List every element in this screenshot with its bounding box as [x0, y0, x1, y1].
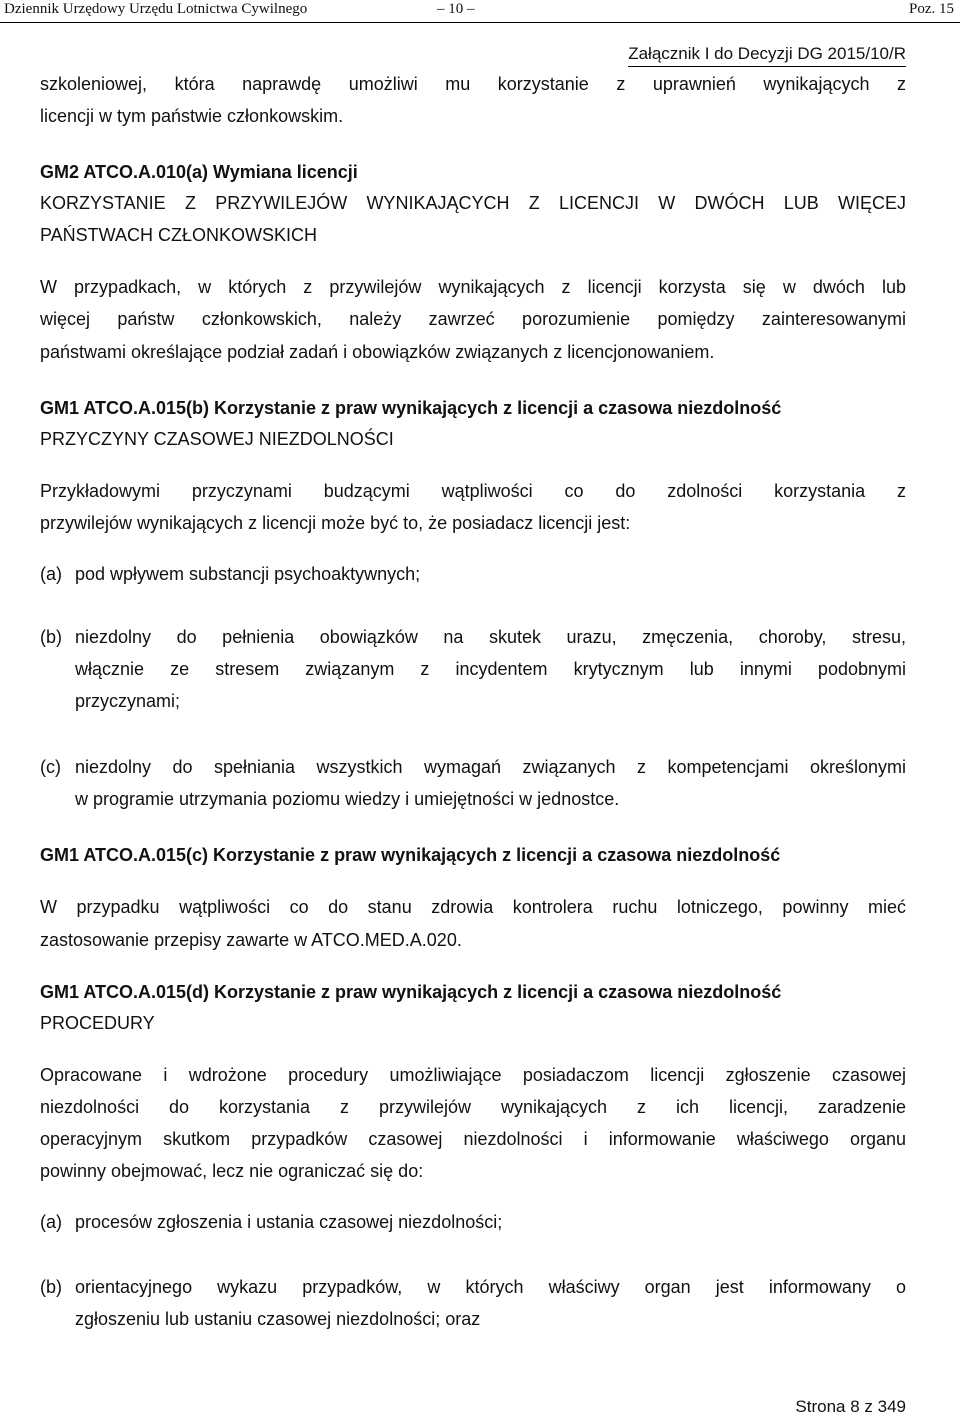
journal-title: Dziennik Urzędowy Urzędu Lotnictwa Cywilnego — [4, 1, 308, 17]
section-subheading: PAŃSTWACH CZŁONKOWSKICH — [40, 225, 318, 245]
journal-header — [0, 0, 960, 23]
journal-page-number: – 10 – — [437, 1, 475, 17]
intro-line: licencji w tym państwie członkowskim. — [40, 106, 344, 126]
list-item-line: włącznie ze stresem związanym z incydentem krytycznym lub innymi podobnymi — [75, 659, 906, 679]
paragraph-line: W przypadku wątpliwości co do stanu zdrowia kontrolera ruchu lotniczego, powinny mieć — [40, 897, 906, 917]
paragraph-line: Opracowane i wdrożone procedury umożliwiające posiadaczom licencji zgłoszenie czasowej — [40, 1065, 906, 1085]
paragraph-line: Przykładowymi przyczynami budzącymi wątpliwości co do zdolności korzystania z — [40, 481, 906, 501]
list-item-label: (b) — [40, 1277, 62, 1297]
paragraph-line: zastosowanie przepisy zawarte w ATCO.MED.A.020. — [40, 930, 462, 950]
list-item-line: przyczynami; — [75, 691, 181, 711]
paragraph-line: przywilejów wynikających z licencji może być to, że posiadacz licencji jest: — [40, 513, 631, 533]
list-item-line: niezdolny do spełniania wszystkich wymagań związanych z kompetencjami określonymi — [75, 757, 906, 777]
paragraph-line: państwami określające podział zadań i obowiązków związanych z licencjonowaniem. — [40, 342, 715, 362]
paragraph-line: więcej państw członkowskich, należy zawrzeć porozumienie pomiędzy zainteresowanymi — [40, 309, 906, 329]
list-item-label: (b) — [40, 627, 62, 647]
list-item-line: zgłoszeniu lub ustaniu czasowej niezdolności; oraz — [75, 1309, 481, 1329]
intro-line: szkoleniowej, która naprawdę umożliwi mu korzystanie z uprawnień wynikających z — [40, 74, 906, 94]
list-item-line: pod wpływem substancji psychoaktywnych; — [75, 564, 421, 584]
section-subheading: KORZYSTANIE Z PRZYWILEJÓW WYNIKAJĄCYCH Z LICENCJI W DWÓCH LUB WIĘCEJ — [40, 193, 906, 213]
journal-position: Poz. 15 — [909, 1, 954, 17]
section-heading: GM1 ATCO.A.015(d) Korzystanie z praw wynikających z licencji a czasowa niezdolność — [40, 982, 782, 1002]
section-subheading: PRZYCZYNY CZASOWEJ NIEZDOLNOŚCI — [40, 429, 394, 449]
list-item-line: orientacyjnego wykazu przypadków, w których właściwy organ jest informowany o — [75, 1277, 906, 1297]
list-item-line: procesów zgłoszenia i ustania czasowej niezdolności; — [75, 1212, 503, 1232]
section-heading: GM1 ATCO.A.015(b) Korzystanie z praw wynikających z licencji a czasowa niezdolność — [40, 398, 782, 418]
paragraph-line: niezdolności do korzystania z przywilejów wynikających z ich licencji, zaradzenie — [40, 1097, 906, 1117]
section-heading: GM2 ATCO.A.010(a) Wymiana licencji — [40, 162, 358, 182]
section-heading: GM1 ATCO.A.015(c) Korzystanie z praw wynikających z licencji a czasowa niezdolność — [40, 845, 781, 865]
paragraph-line: operacyjnym skutkom przypadków czasowej niezdolności i informowanie właściwego organu — [40, 1129, 906, 1149]
list-item-line: w programie utrzymania poziomu wiedzy i umiejętności w jednostce. — [75, 789, 620, 809]
paragraph-line: powinny obejmować, lecz nie ograniczać się do: — [40, 1161, 424, 1181]
section-subheading: PROCEDURY — [40, 1013, 155, 1033]
annex-header: Załącznik I do Decyzji DG 2015/10/R — [628, 44, 906, 67]
list-item-label: (a) — [40, 1212, 62, 1232]
list-item-line: niezdolny do pełnienia obowiązków na skutek urazu, zmęczenia, choroby, stresu, — [75, 627, 906, 647]
paragraph-line: W przypadkach, w których z przywilejów wynikających z licencji korzysta się w dwóch lub — [40, 277, 906, 297]
list-item-label: (a) — [40, 564, 62, 584]
list-item-label: (c) — [40, 757, 61, 777]
page-footer: Strona 8 z 349 — [795, 1397, 906, 1416]
